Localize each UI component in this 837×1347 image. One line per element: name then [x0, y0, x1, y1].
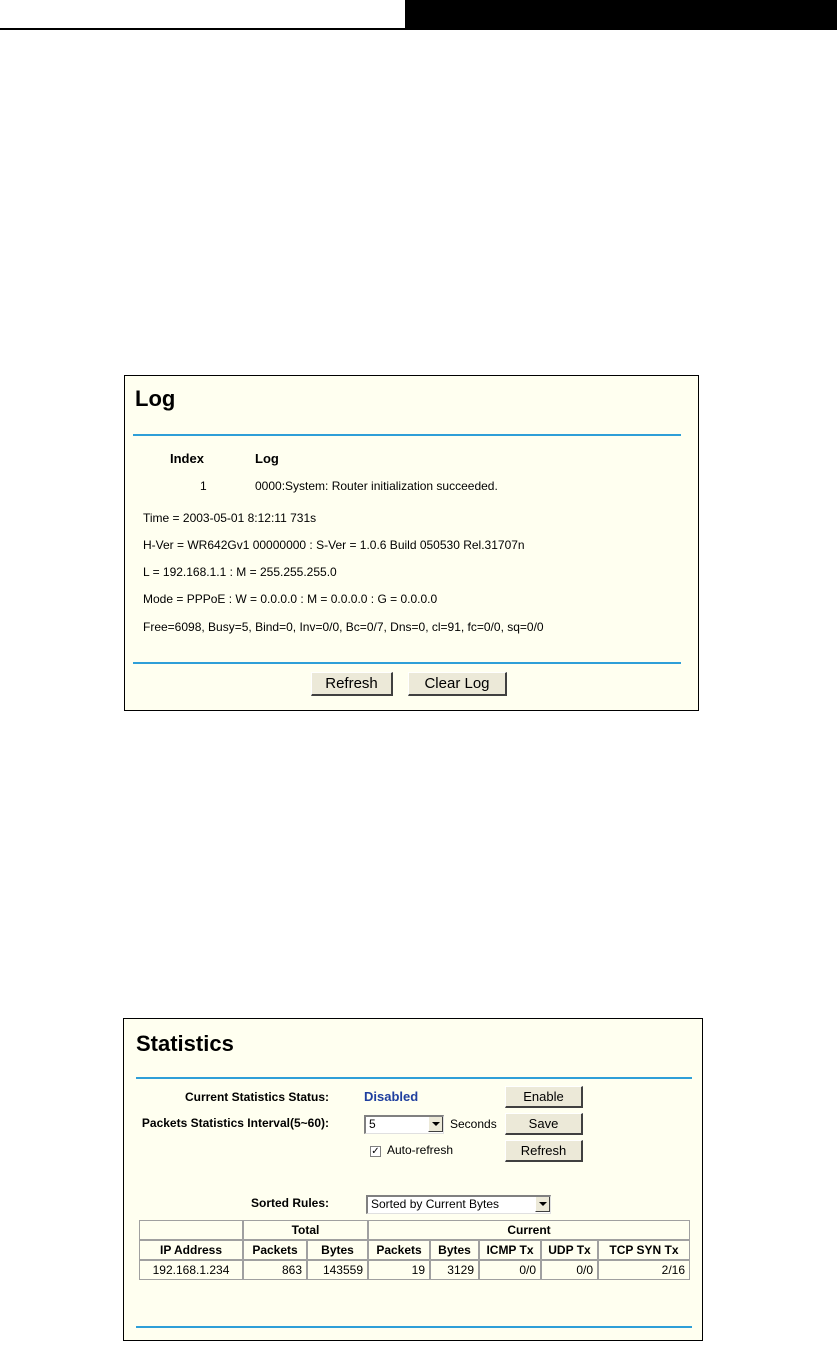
- log-title: Log: [135, 386, 176, 411]
- log-line-free: Free=6098, Busy=5, Bind=0, Inv=0/0, Bc=0/7, Dns=0, cl=91, fc=0/0, sq=0/0: [143, 620, 544, 634]
- sorted-rules-label: Sorted Rules:: [250, 1196, 329, 1210]
- status-value: Disabled: [364, 1089, 419, 1104]
- statistics-bottom-rule: [136, 1326, 692, 1328]
- table-empty-header: [139, 1220, 243, 1240]
- log-log-header: Log: [255, 451, 279, 466]
- log-line-lan: L = 192.168.1.1 : M = 255.255.255.0: [143, 565, 337, 579]
- statistics-table: [139, 1220, 690, 1280]
- column-header: UDP Tx: [541, 1240, 598, 1260]
- chevron-down-icon: [428, 1117, 443, 1132]
- log-entry-index: 1: [200, 479, 207, 493]
- auto-refresh-label: Auto-refresh: [387, 1143, 454, 1157]
- column-header: TCP SYN Tx: [598, 1240, 690, 1260]
- column-header: Packets: [368, 1240, 430, 1260]
- table-row: [139, 1260, 690, 1280]
- table-cell: 2/16: [598, 1260, 690, 1280]
- statistics-panel: [123, 1018, 703, 1341]
- clear-log-button[interactable]: Clear Log: [408, 672, 507, 696]
- log-index-header: Index: [170, 451, 204, 466]
- log-panel: [124, 375, 699, 711]
- table-cell: 0/0: [541, 1260, 598, 1280]
- table-cell: 19: [368, 1260, 430, 1280]
- log-refresh-button[interactable]: Refresh: [311, 672, 393, 696]
- interval-label: Packets Statistics Interval(5~60):: [141, 1116, 329, 1130]
- statistics-top-rule: [136, 1077, 692, 1079]
- table-cell: 3129: [430, 1260, 479, 1280]
- log-line-version: H-Ver = WR642Gv1 00000000 : S-Ver = 1.0.6 Build 050530 Rel.31707n: [143, 538, 525, 552]
- header-rule: [0, 28, 837, 30]
- column-header: IP Address: [139, 1240, 243, 1260]
- log-entry-text: 0000:System: Router initialization succeeded.: [255, 479, 498, 493]
- status-label: Current Statistics Status:: [184, 1090, 329, 1104]
- sorted-rules-value: Sorted by Current Bytes: [371, 1197, 500, 1211]
- log-top-rule: [133, 434, 681, 436]
- table-cell: 863: [243, 1260, 307, 1280]
- table-cell: 0/0: [479, 1260, 541, 1280]
- column-header: Bytes: [307, 1240, 368, 1260]
- seconds-label: Seconds: [450, 1117, 497, 1131]
- save-button[interactable]: Save: [505, 1113, 583, 1135]
- column-header: Packets: [243, 1240, 307, 1260]
- log-line-time: Time = 2003-05-01 8:12:11 731s: [143, 511, 317, 525]
- stats-refresh-button[interactable]: Refresh: [505, 1140, 583, 1162]
- header-black-bar: [405, 0, 837, 28]
- column-header: ICMP Tx: [479, 1240, 541, 1260]
- enable-button[interactable]: Enable: [505, 1086, 583, 1108]
- table-cell: 192.168.1.234: [139, 1260, 243, 1280]
- column-header: Bytes: [430, 1240, 479, 1260]
- log-line-mode: Mode = PPPoE : W = 0.0.0.0 : M = 0.0.0.0 : G = 0.0.0.0: [143, 592, 438, 606]
- current-group-header: Current: [368, 1220, 690, 1240]
- table-column-header-row: [139, 1240, 690, 1260]
- auto-refresh-checkbox[interactable]: ✓: [371, 1146, 380, 1157]
- statistics-title: Statistics: [136, 1031, 234, 1056]
- table-group-header-row: [139, 1220, 690, 1240]
- interval-value: 5: [369, 1117, 376, 1131]
- total-group-header: Total: [243, 1220, 368, 1240]
- interval-select[interactable]: [364, 1115, 444, 1134]
- table-cell: 143559: [307, 1260, 368, 1280]
- log-bottom-rule: [133, 662, 681, 664]
- chevron-down-icon: [535, 1197, 550, 1212]
- sorted-rules-select[interactable]: [366, 1195, 551, 1214]
